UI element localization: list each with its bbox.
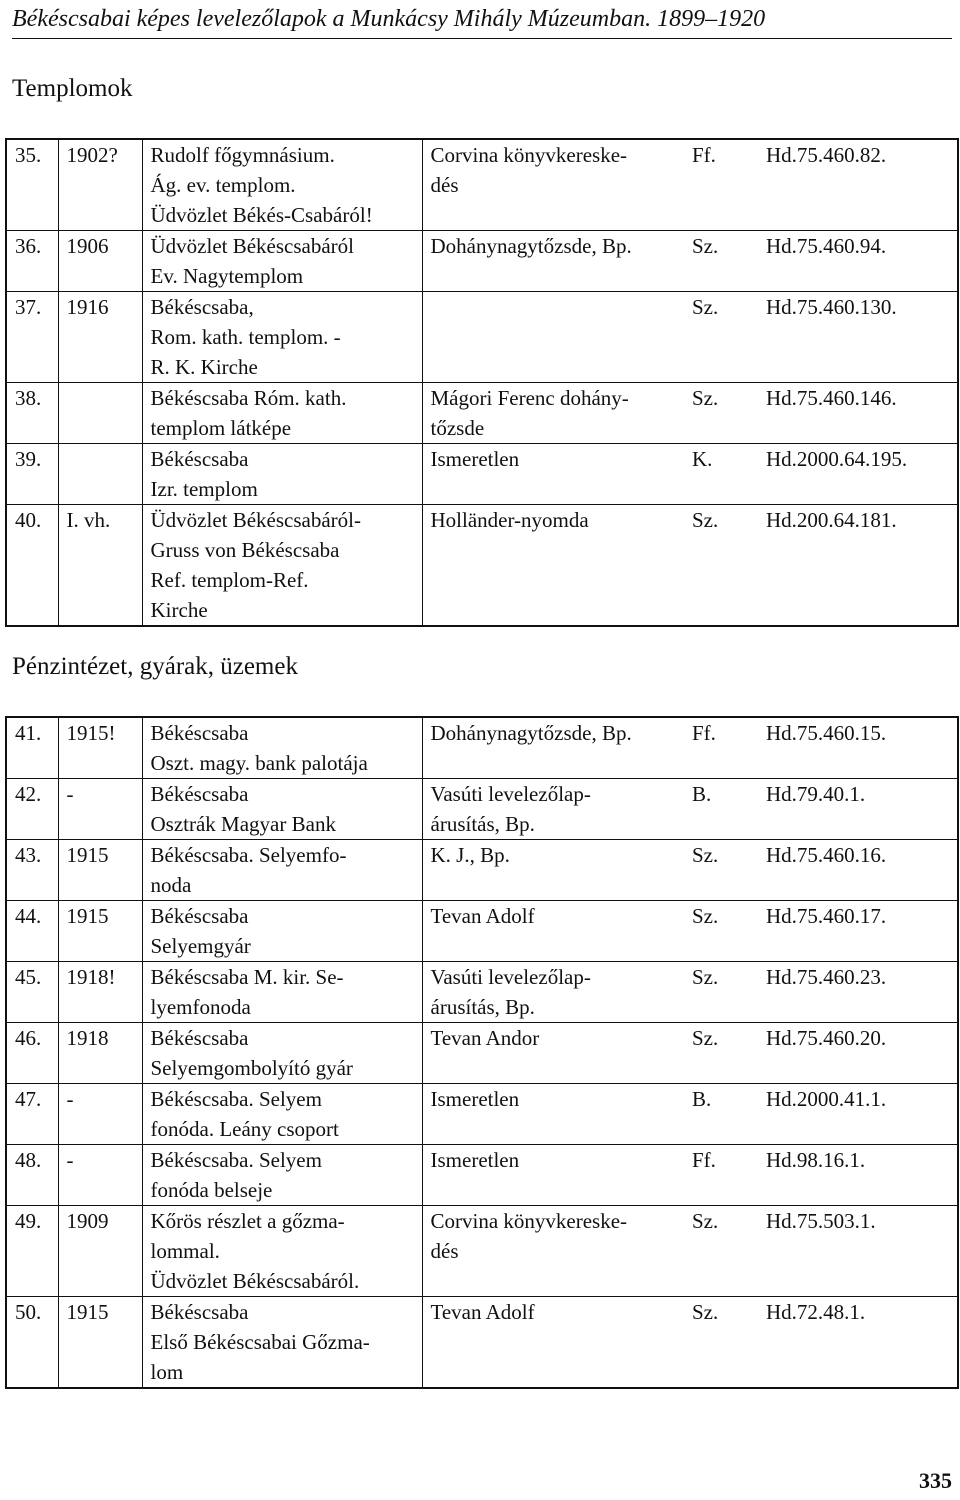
year-cell: 1918 (58, 1023, 142, 1084)
year-cell: 1902? (58, 139, 142, 231)
inventory-number-cell: Hd.2000.64.195. (756, 444, 958, 505)
inventory-number-cell: Hd.75.460.15. (756, 717, 958, 779)
publisher-cell: Vasúti levelezőlap- árusítás, Bp. (422, 962, 684, 1023)
year-cell: - (58, 1084, 142, 1145)
publisher-cell: Vasúti levelezőlap- árusítás, Bp. (422, 779, 684, 840)
entry-number-cell: 49. (6, 1206, 58, 1297)
postcard-title-cell: Rudolf főgymnásium. Ág. ev. templom. Üdvözlet Békés-Csabáról! (142, 139, 422, 231)
postcard-title-cell: Békéscsaba. Selyem fonóda. Leány csoport (142, 1084, 422, 1145)
technique-cell: B. (684, 1084, 756, 1145)
postcard-title-cell: Békéscsaba Osztrák Magyar Bank (142, 779, 422, 840)
postcard-title-cell: Békéscsaba Első Békéscsabai Gőzma- lom (142, 1297, 422, 1389)
postcard-title-cell: Békéscsaba M. kir. Se- lyemfonoda (142, 962, 422, 1023)
year-cell (58, 383, 142, 444)
year-cell: 1918! (58, 962, 142, 1023)
publisher-cell: Ismeretlen (422, 1084, 684, 1145)
entry-number-cell: 43. (6, 840, 58, 901)
postcard-title-cell: Békéscsaba Oszt. magy. bank palotája (142, 717, 422, 779)
postcard-title-cell: Üdvözlet Békéscsabáról Ev. Nagytemplom (142, 231, 422, 292)
entry-number-cell: 40. (6, 505, 58, 627)
postcard-title-cell: Békéscsaba. Selyem fonóda belseje (142, 1145, 422, 1206)
entry-number-cell: 48. (6, 1145, 58, 1206)
entry-number-cell: 44. (6, 901, 58, 962)
entry-number-cell: 46. (6, 1023, 58, 1084)
catalog-table-churches (5, 138, 959, 627)
table-row (6, 962, 958, 1023)
technique-cell: Sz. (684, 1206, 756, 1297)
year-cell: 1909 (58, 1206, 142, 1297)
postcard-title-cell: Békéscsaba Selyemgyár (142, 901, 422, 962)
table-row (6, 383, 958, 444)
inventory-number-cell: Hd.75.460.23. (756, 962, 958, 1023)
inventory-number-cell: Hd.75.503.1. (756, 1206, 958, 1297)
technique-cell: Sz. (684, 1023, 756, 1084)
year-cell: - (58, 1145, 142, 1206)
year-cell: 1906 (58, 231, 142, 292)
technique-cell: Sz. (684, 231, 756, 292)
entry-number-cell: 39. (6, 444, 58, 505)
inventory-number-cell: Hd.2000.41.1. (756, 1084, 958, 1145)
year-cell (58, 444, 142, 505)
postcard-title-cell: Békéscsaba Róm. kath. templom látképe (142, 383, 422, 444)
year-cell: - (58, 779, 142, 840)
table-row (6, 139, 958, 231)
publisher-cell: Mágori Ferenc dohány- tőzsde (422, 383, 684, 444)
inventory-number-cell: Hd.75.460.16. (756, 840, 958, 901)
publisher-cell: Tevan Adolf (422, 901, 684, 962)
year-cell: 1915 (58, 1297, 142, 1389)
year-cell: 1915 (58, 840, 142, 901)
inventory-number-cell: Hd.75.460.17. (756, 901, 958, 962)
technique-cell: Sz. (684, 505, 756, 627)
table-row (6, 1023, 958, 1084)
technique-cell: Ff. (684, 717, 756, 779)
table-row (6, 1206, 958, 1297)
technique-cell: Sz. (684, 292, 756, 383)
entry-number-cell: 45. (6, 962, 58, 1023)
page-number: 335 (919, 1468, 952, 1493)
year-cell: 1915 (58, 901, 142, 962)
inventory-number-cell: Hd.98.16.1. (756, 1145, 958, 1206)
publisher-cell: Tevan Andor (422, 1023, 684, 1084)
inventory-number-cell: Hd.75.460.82. (756, 139, 958, 231)
entry-number-cell: 35. (6, 139, 58, 231)
technique-cell: Sz. (684, 840, 756, 901)
publisher-cell: Tevan Adolf (422, 1297, 684, 1389)
publisher-cell: Ismeretlen (422, 444, 684, 505)
table-row (6, 444, 958, 505)
table-row (6, 231, 958, 292)
inventory-number-cell: Hd.75.460.20. (756, 1023, 958, 1084)
technique-cell: Ff. (684, 139, 756, 231)
postcard-title-cell: Békéscsaba Selyemgombolyító gyár (142, 1023, 422, 1084)
year-cell: 1916 (58, 292, 142, 383)
table-row (6, 840, 958, 901)
technique-cell: Sz. (684, 1297, 756, 1389)
postcard-title-cell: Békéscsaba. Selyemfo- noda (142, 840, 422, 901)
inventory-number-cell: Hd.75.460.130. (756, 292, 958, 383)
postcard-title-cell: Kőrös részlet a gőzma- lommal. Üdvözlet Békéscsabáról. (142, 1206, 422, 1297)
technique-cell: Sz. (684, 383, 756, 444)
entry-number-cell: 38. (6, 383, 58, 444)
section-title-churches: Templomok (12, 75, 133, 102)
table-row (6, 779, 958, 840)
table-row (6, 717, 958, 779)
section-title-banks-factories: Pénzintézet, gyárak, üzemek (12, 653, 298, 680)
publisher-cell: Holländer-nyomda (422, 505, 684, 627)
inventory-number-cell: Hd.75.460.146. (756, 383, 958, 444)
entry-number-cell: 37. (6, 292, 58, 383)
postcard-title-cell: Békéscsaba, Rom. kath. templom. - R. K. Kirche (142, 292, 422, 383)
postcard-title-cell: Békéscsaba Izr. templom (142, 444, 422, 505)
entry-number-cell: 47. (6, 1084, 58, 1145)
entry-number-cell: 36. (6, 231, 58, 292)
entry-number-cell: 42. (6, 779, 58, 840)
inventory-number-cell: Hd.200.64.181. (756, 505, 958, 627)
table-row (6, 1084, 958, 1145)
inventory-number-cell: Hd.75.460.94. (756, 231, 958, 292)
publisher-cell: Corvina könyvkereske- dés (422, 1206, 684, 1297)
table-row (6, 1297, 958, 1389)
publisher-cell: Ismeretlen (422, 1145, 684, 1206)
publisher-cell: Dohánynagytőzsde, Bp. (422, 717, 684, 779)
technique-cell: B. (684, 779, 756, 840)
entry-number-cell: 41. (6, 717, 58, 779)
entry-number-cell: 50. (6, 1297, 58, 1389)
catalog-table-banks-factories (5, 716, 959, 1389)
inventory-number-cell: Hd.72.48.1. (756, 1297, 958, 1389)
technique-cell: Sz. (684, 962, 756, 1023)
publisher-cell: K. J., Bp. (422, 840, 684, 901)
technique-cell: K. (684, 444, 756, 505)
running-head: Békéscsabai képes levelezőlapok a Munkácsy Mihály Múzeumban. 1899–1920 (12, 4, 952, 39)
inventory-number-cell: Hd.79.40.1. (756, 779, 958, 840)
postcard-title-cell: Üdvözlet Békéscsabáról- Gruss von Békéscsaba Ref. templom-Ref. Kirche (142, 505, 422, 627)
table-row (6, 1145, 958, 1206)
publisher-cell: Corvina könyvkereske- dés (422, 139, 684, 231)
publisher-cell: Dohánynagytőzsde, Bp. (422, 231, 684, 292)
technique-cell: Ff. (684, 1145, 756, 1206)
technique-cell: Sz. (684, 901, 756, 962)
year-cell: I. vh. (58, 505, 142, 627)
year-cell: 1915! (58, 717, 142, 779)
publisher-cell (422, 292, 684, 383)
table-row (6, 901, 958, 962)
table-row (6, 505, 958, 627)
table-row (6, 292, 958, 383)
